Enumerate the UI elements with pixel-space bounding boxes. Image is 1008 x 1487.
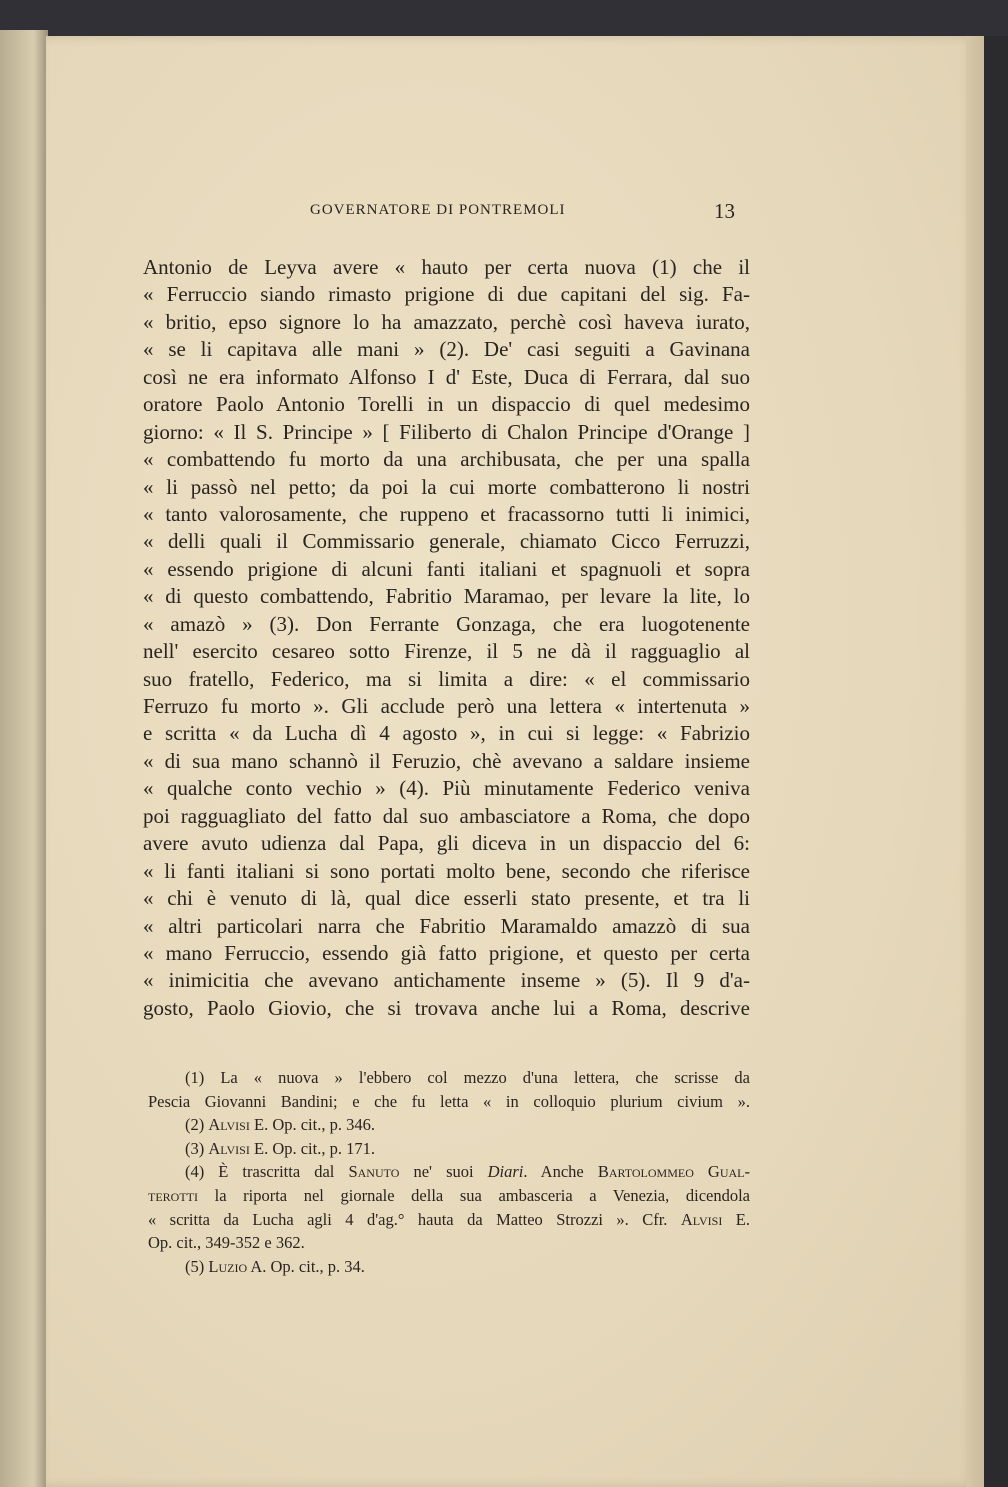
footnote-4-cont: Op. cit., 349-352 e 362. (148, 1233, 305, 1253)
page-number: 13 (714, 199, 735, 223)
note-text: E. Op. cit., p. 346. (249, 1115, 375, 1135)
author-name: Alvisi (208, 1138, 250, 1158)
text-line: « di sua mano schannò il Feruzio, chè avevano a saldare insieme (143, 748, 750, 773)
text-line: « tanto valorosamente, che ruppeno et fracassorno tutti li inimici, (143, 501, 750, 526)
author-name: Sanuto (348, 1162, 400, 1182)
text-line: « mano Ferruccio, essendo già fatto prigione, et questo per certa (143, 940, 750, 965)
text-line: « Ferruccio siando rimasto prigione di due capitani del sig. Fa- (143, 282, 750, 307)
main-text (143, 254, 750, 1022)
author-name: Bartolommeo Gual- (597, 1162, 750, 1182)
footnote-1: (1) La « nuova » l'ebbero col mezzo d'una lettera, che scrisse da (185, 1068, 750, 1087)
footnote-4-cont (148, 1184, 750, 1208)
text-line: « qualche conto vechio » (4). Più minutamente Federico veniva (143, 776, 750, 801)
scan-background (0, 0, 1008, 36)
text-line: nell' esercito cesareo sotto Firenze, il 5 ne dà il ragguaglio al (143, 639, 750, 664)
note-text: E. Op. cit., p. 171. (249, 1138, 375, 1158)
note-text: E. (722, 1209, 750, 1229)
footnote-2 (148, 1113, 750, 1137)
text-line: « altri particolari narra che Fabritio Maramaldo amazzò di sua (143, 913, 750, 938)
note-text: « scritta da Lucha agli 4 d'ag.° hauta da Matteo Strozzi ». Cfr. (148, 1209, 681, 1229)
author-name: Alvisi (208, 1115, 250, 1135)
note-text: ne' suoi (399, 1162, 488, 1182)
text-line: « se li capitava alle mani » (2). De' casi seguiti a Gavinana (143, 337, 750, 362)
footnote-4 (148, 1160, 750, 1184)
text-line: suo fratello, Federico, ma si limita a dire: « el commissario (143, 666, 750, 691)
footnotes (148, 1066, 750, 1278)
note-text: (4) È trascritta dal (185, 1162, 349, 1182)
text-line: « amazò » (3). Don Ferrante Gonzaga, che era luogotenente (143, 611, 750, 636)
text-line: gosto, Paolo Giovio, che si trovava anche lui a Roma, descrive (143, 995, 750, 1020)
note-text: A. Op. cit., p. 34. (247, 1256, 365, 1276)
note-text: (3) (185, 1138, 209, 1158)
text-line: oratore Paolo Antonio Torelli in un dispaccio di quel medesimo (143, 392, 750, 417)
footnote-4-cont (148, 1208, 750, 1232)
note-text: la riporta nel giornale della sua ambasceria a Venezia, dicendola (198, 1185, 750, 1205)
text-line: « combattendo fu morto da una archibusata, che per una spalla (143, 447, 750, 472)
text-line: « di questo combattendo, Fabritio Maramao, per levare la lite, lo (143, 584, 750, 609)
text-line: così ne era informato Alfonso I d' Este, Duca di Ferrara, dal suo (143, 364, 750, 389)
text-line: avere avuto udienza dal Papa, gli diceva in un dispaccio del 6: (143, 831, 750, 856)
text-line: e scritta « da Lucha dì 4 agosto », in cui si legge: « Fabrizio (143, 721, 750, 746)
page-edge (966, 36, 984, 1487)
text-line: « delli quali il Commissario generale, chiamato Cicco Ferruzzi, (143, 529, 750, 554)
running-title: GOVERNATORE DI PONTREMOLI (310, 202, 566, 218)
footnote-1-cont: Pescia Giovanni Bandini; e che fu letta « in colloquio plurium civium ». (148, 1091, 750, 1111)
text-line: « inimicitia che avevano antichamente inseme » (5). Il 9 d'a- (143, 968, 750, 993)
note-text: . Anche (523, 1162, 598, 1182)
text-line: poi ragguagliato del fatto dal suo ambasciatore a Roma, che dopo (143, 803, 750, 828)
text-line: « essendo prigione di alcuni fanti italiani et spagnuoli et sopra (143, 556, 750, 581)
facing-page-edge (0, 30, 48, 1487)
text-line: Ferruzo fu morto ». Gli acclude però una lettera « intertenuta » (143, 694, 750, 718)
author-name: terotti (148, 1185, 198, 1205)
footnote-3 (148, 1137, 750, 1161)
note-text: (2) (185, 1115, 209, 1135)
text-line: « li passò nel petto; da poi la cui morte combatterono li nostri (143, 474, 750, 499)
work-title: Diari (487, 1162, 524, 1182)
text-line: Antonio de Leyva avere « hauto per certa nuova (1) che il (143, 255, 750, 279)
text-line: giorno: « Il S. Principe » [ Filiberto di Chalon Principe d'Orange ] (143, 419, 750, 444)
author-name: Alvisi (680, 1209, 723, 1229)
note-text: (5) (185, 1256, 209, 1276)
footnote-5 (148, 1255, 750, 1279)
text-line: « chi è venuto di là, qual dice esserli stato presente, et tra li (143, 886, 750, 911)
author-name: Luzio (208, 1256, 248, 1276)
text-line: « britio, epso signore lo ha amazzato, perchè così haveva iurato, (143, 309, 750, 334)
text-line: « li fanti italiani si sono portati molto bene, secondo che riferisce (143, 858, 750, 883)
